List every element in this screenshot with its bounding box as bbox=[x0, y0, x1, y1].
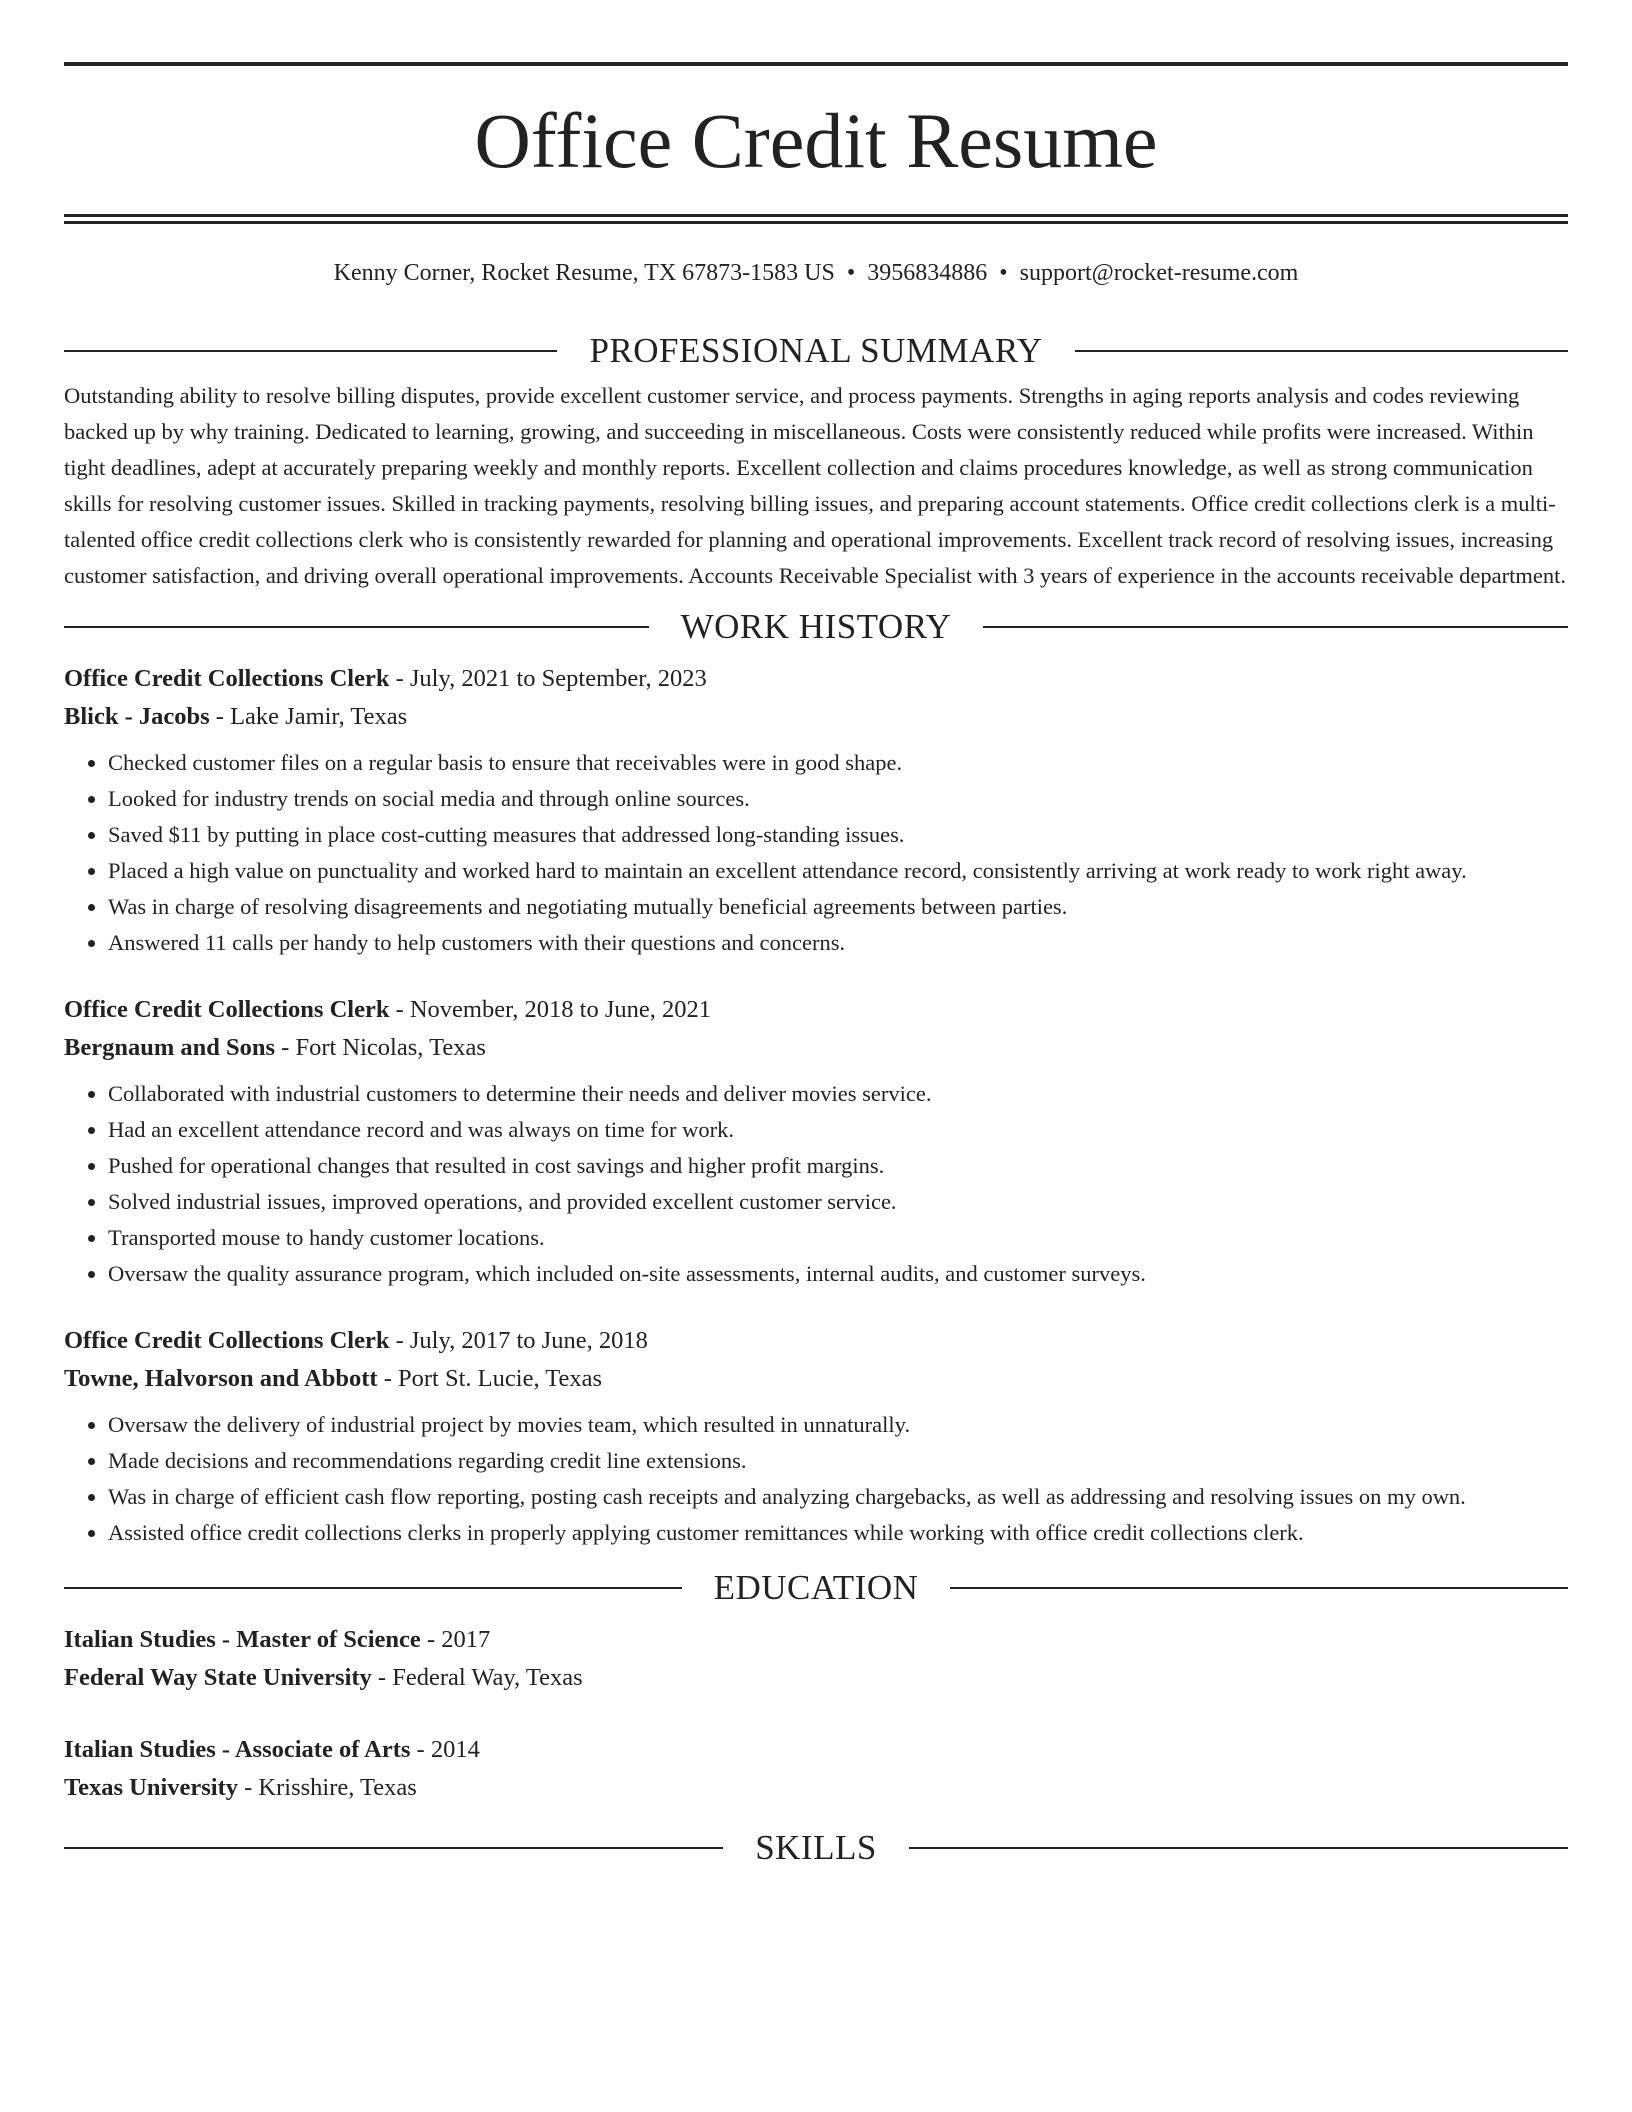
education-degree-line bbox=[64, 1731, 1568, 1769]
heading-rule-left bbox=[64, 1847, 723, 1849]
job-bullet: • Answered 11 calls per handy to help customers with their questions and concerns. bbox=[108, 925, 1568, 961]
job-company-line bbox=[64, 1029, 1568, 1067]
job-entry bbox=[64, 660, 1568, 961]
education-entry bbox=[64, 1731, 1568, 1807]
education-school: Federal Way State University bbox=[64, 1664, 372, 1691]
education-location: - Krisshire, Texas bbox=[238, 1774, 417, 1801]
job-dates: - November, 2018 to June, 2021 bbox=[389, 996, 712, 1023]
job-title: Office Credit Collections Clerk bbox=[64, 1327, 390, 1354]
education-degree: Italian Studies - Associate of Arts bbox=[64, 1736, 411, 1763]
job-bullets bbox=[64, 745, 1568, 961]
heading-rule-left bbox=[64, 626, 649, 628]
heading-rule-right bbox=[950, 1587, 1568, 1589]
summary-paragraph: Outstanding ability to resolve billing disputes, provide excellent customer service, and process payments. Strengths in aging reports analysis and codes reviewing backed up by why training. Dedicated to learning, growing, and succeeding in miscellaneous. Costs were consistently reduced while profits were increased. Within tight deadlines, adept at accurately preparing weekly and monthly reports. Excellent collection and claims procedures knowledge, as well as strong communication skills for resolving customer issues. Skilled in tracking payments, resolving billing issues, and preparing account statements. Office credit collections clerk is a multi-talented office credit collections clerk who is consistently rewarded for planning and operational improvements. Excellent track record of resolving issues, increasing customer satisfaction, and driving overall operational improvements. Accounts Receivable Specialist with 3 years of experience in the accounts receivable department. bbox=[64, 383, 1566, 588]
contact-separator: • bbox=[999, 260, 1008, 286]
resume-page bbox=[64, 62, 1568, 1869]
job-company: Bergnaum and Sons bbox=[64, 1034, 276, 1061]
summary-heading bbox=[64, 330, 1568, 372]
job-bullet: • Assisted office credit collections clerks in properly applying customer remittances while working with office credit collections clerk. bbox=[108, 1515, 1568, 1551]
job-entry bbox=[64, 991, 1568, 1292]
education-school-line bbox=[64, 1659, 1568, 1697]
contact-address: Kenny Corner, Rocket Resume, TX 67873-1583 US bbox=[333, 260, 835, 286]
contact-phone: 3956834886 bbox=[867, 260, 988, 286]
heading-rule-right bbox=[909, 1847, 1568, 1849]
contact-separator: • bbox=[846, 260, 856, 286]
job-title: Office Credit Collections Clerk bbox=[64, 665, 390, 692]
top-rule bbox=[64, 62, 1568, 66]
skills-heading-text: SKILLS bbox=[755, 1828, 877, 1867]
job-bullet: • Pushed for operational changes that resulted in cost savings and higher profit margins. bbox=[108, 1148, 1568, 1184]
job-bullets bbox=[64, 1407, 1568, 1551]
title-double-rule bbox=[64, 214, 1568, 224]
job-bullet: • Placed a high value on punctuality and worked hard to maintain an excellent attendance record, consistently arriving at work ready to work right away. bbox=[108, 853, 1568, 889]
skills-heading bbox=[64, 1827, 1568, 1869]
education-school-line bbox=[64, 1769, 1568, 1807]
job-bullet: • Oversaw the delivery of industrial project by movies team, which resulted in unnaturally. bbox=[108, 1407, 1568, 1443]
job-entry bbox=[64, 1322, 1568, 1551]
job-dates: - July, 2021 to September, 2023 bbox=[389, 665, 707, 692]
heading-rule-right bbox=[1075, 350, 1568, 352]
job-bullet: • Checked customer files on a regular basis to ensure that receivables were in good shape. bbox=[108, 745, 1568, 781]
job-bullet: • Solved industrial issues, improved operations, and provided excellent customer service. bbox=[108, 1184, 1568, 1220]
education-year: - 2017 bbox=[420, 1626, 491, 1653]
job-title: Office Credit Collections Clerk bbox=[64, 996, 390, 1023]
job-bullet: • Looked for industry trends on social media and through online sources. bbox=[108, 781, 1568, 817]
job-bullet: • Oversaw the quality assurance program, which included on-site assessments, internal audits, and customer surveys. bbox=[108, 1256, 1568, 1292]
education-heading-text: EDUCATION bbox=[713, 1568, 919, 1607]
job-company-line bbox=[64, 698, 1568, 736]
heading-rule-left bbox=[64, 1587, 682, 1589]
education-degree-line bbox=[64, 1621, 1568, 1659]
job-location: - Fort Nicolas, Texas bbox=[275, 1034, 486, 1061]
job-location: - Lake Jamir, Texas bbox=[209, 703, 408, 730]
job-location: - Port St. Lucie, Texas bbox=[377, 1365, 603, 1392]
job-company: Blick - Jacobs bbox=[64, 703, 210, 730]
resume-title: Office Credit Resume bbox=[474, 97, 1158, 184]
work-history-heading-text: WORK HISTORY bbox=[680, 607, 952, 646]
contact-line bbox=[64, 260, 1568, 290]
job-title-line bbox=[64, 1322, 1568, 1360]
education-year: - 2014 bbox=[410, 1736, 480, 1763]
job-dates: - July, 2017 to June, 2018 bbox=[389, 1327, 648, 1354]
job-title-line bbox=[64, 991, 1568, 1029]
heading-rule-left bbox=[64, 350, 557, 352]
heading-rule-right bbox=[983, 626, 1568, 628]
job-bullet: • Saved $11 by putting in place cost-cutting measures that addressed long-standing issues. bbox=[108, 817, 1568, 853]
education-heading bbox=[64, 1567, 1568, 1609]
job-company: Towne, Halvorson and Abbott bbox=[64, 1365, 378, 1392]
job-bullet: • Had an excellent attendance record and was always on time for work. bbox=[108, 1112, 1568, 1148]
education-school: Texas University bbox=[64, 1774, 239, 1801]
job-bullet: • Collaborated with industrial customers to determine their needs and deliver movies service. bbox=[108, 1076, 1568, 1112]
work-history-heading bbox=[64, 606, 1568, 648]
education-degree: Italian Studies - Master of Science bbox=[64, 1626, 421, 1653]
job-bullet: • Made decisions and recommendations regarding credit line extensions. bbox=[108, 1443, 1568, 1479]
job-bullet: • Was in charge of efficient cash flow reporting, posting cash receipts and analyzing chargebacks, as well as addressing and resolving issues on my own. bbox=[108, 1479, 1568, 1515]
summary-heading-text: PROFESSIONAL SUMMARY bbox=[589, 331, 1043, 370]
job-company-line bbox=[64, 1360, 1568, 1398]
job-bullets bbox=[64, 1076, 1568, 1292]
education-location: - Federal Way, Texas bbox=[371, 1664, 583, 1691]
job-bullet: • Was in charge of resolving disagreements and negotiating mutually beneficial agreements between parties. bbox=[108, 889, 1568, 925]
contact-email: support@rocket-resume.com bbox=[1019, 260, 1299, 286]
education-entry bbox=[64, 1621, 1568, 1697]
job-bullet: • Transported mouse to handy customer locations. bbox=[108, 1220, 1568, 1256]
job-title-line bbox=[64, 660, 1568, 698]
